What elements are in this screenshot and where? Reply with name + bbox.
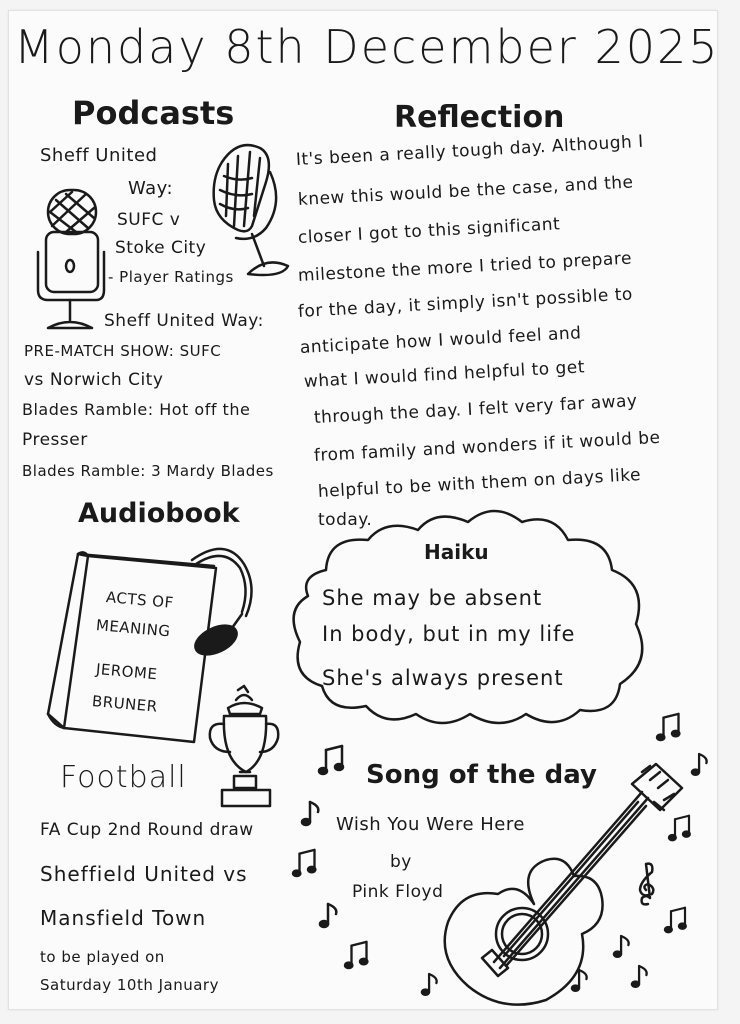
football-line: Sheffield United vs xyxy=(40,862,248,886)
music-note-icon xyxy=(664,906,692,934)
podcast-entry-line: Blades Ramble: 3 Mardy Blades xyxy=(22,462,274,480)
podcast-entry-line: Presser xyxy=(22,430,88,450)
football-line: to be played on xyxy=(40,948,165,966)
trophy-icon xyxy=(204,686,282,814)
reflection-heading: Reflection xyxy=(394,100,565,135)
music-note-icon xyxy=(318,744,350,776)
podcast-microphone-icon xyxy=(208,142,296,282)
reflection-line: milestone the more I tried to prepare xyxy=(297,248,633,286)
reflection-line: helpful to be with them on days like xyxy=(317,465,642,502)
reflection-line: It's been a really tough day. Although I xyxy=(295,131,645,170)
music-note-icon xyxy=(420,972,440,996)
podcast-entry-line: - Player Ratings xyxy=(108,268,234,286)
reflection-line: for the day, it simply isn't possible to xyxy=(297,284,634,322)
haiku-heading: Haiku xyxy=(424,540,489,564)
date-title: Monday 8th December 2025 xyxy=(14,20,720,74)
podcast-entry-line: Stoke City xyxy=(115,238,207,258)
reflection-line: closer I got to this significant xyxy=(297,214,561,248)
podcast-entry-line: PRE-MATCH SHOW: SUFC xyxy=(24,342,222,360)
podcast-entry-line: vs Norwich City xyxy=(24,370,164,390)
song-artist: Pink Floyd xyxy=(352,882,444,902)
treble-clef-icon xyxy=(636,860,658,908)
song-by: by xyxy=(390,852,412,872)
podcast-entry-line: Blades Ramble: Hot off the xyxy=(22,400,251,419)
book-author-line: BRUNER xyxy=(91,692,159,716)
song-title: Wish You Were Here xyxy=(336,814,525,835)
microphone-icon xyxy=(36,188,106,336)
haiku-line: She's always present xyxy=(322,666,564,690)
podcasts-heading: Podcasts xyxy=(72,94,235,132)
music-note-icon xyxy=(300,800,322,826)
haiku-line: In body, but in my life xyxy=(322,622,576,646)
podcast-entry-line: SUFC v xyxy=(117,210,181,230)
football-heading: Football xyxy=(60,760,187,795)
podcast-entry-line: Sheff United Way: xyxy=(104,311,264,331)
football-line: Mansfield Town xyxy=(40,906,207,930)
book-title-line: ACTS OF xyxy=(105,588,175,612)
football-line: Saturday 10th January xyxy=(40,976,219,994)
book-author-line: JEROME xyxy=(95,660,159,684)
music-note-icon xyxy=(690,752,710,776)
music-note-icon xyxy=(612,934,632,958)
headphones-icon xyxy=(186,544,258,656)
reflection-line: today. xyxy=(318,510,373,530)
music-note-icon xyxy=(570,968,590,992)
book-title-line: MEANING xyxy=(95,616,172,641)
audiobook-heading: Audiobook xyxy=(78,498,240,529)
music-note-icon xyxy=(292,848,322,878)
podcast-entry-line: Way: xyxy=(128,178,174,199)
music-note-icon xyxy=(656,712,686,742)
reflection-line: knew this would be the case, and the xyxy=(297,172,635,210)
music-note-icon xyxy=(344,940,374,970)
podcast-entry-line: Sheff United xyxy=(40,145,158,166)
music-note-icon xyxy=(630,964,650,988)
reflection-line: from family and wonders if it would be xyxy=(313,427,662,466)
reflection-line: anticipate how I would feel and xyxy=(299,323,582,358)
song-heading: Song of the day xyxy=(366,760,597,790)
haiku-line: She may be absent xyxy=(322,586,543,610)
reflection-line: through the day. I felt very far away xyxy=(313,391,638,428)
music-note-icon xyxy=(668,814,696,842)
cloud-icon xyxy=(286,500,658,732)
football-line: FA Cup 2nd Round draw xyxy=(40,820,254,840)
music-note-icon xyxy=(318,902,340,928)
reflection-line: what I would find helpful to get xyxy=(303,357,586,392)
